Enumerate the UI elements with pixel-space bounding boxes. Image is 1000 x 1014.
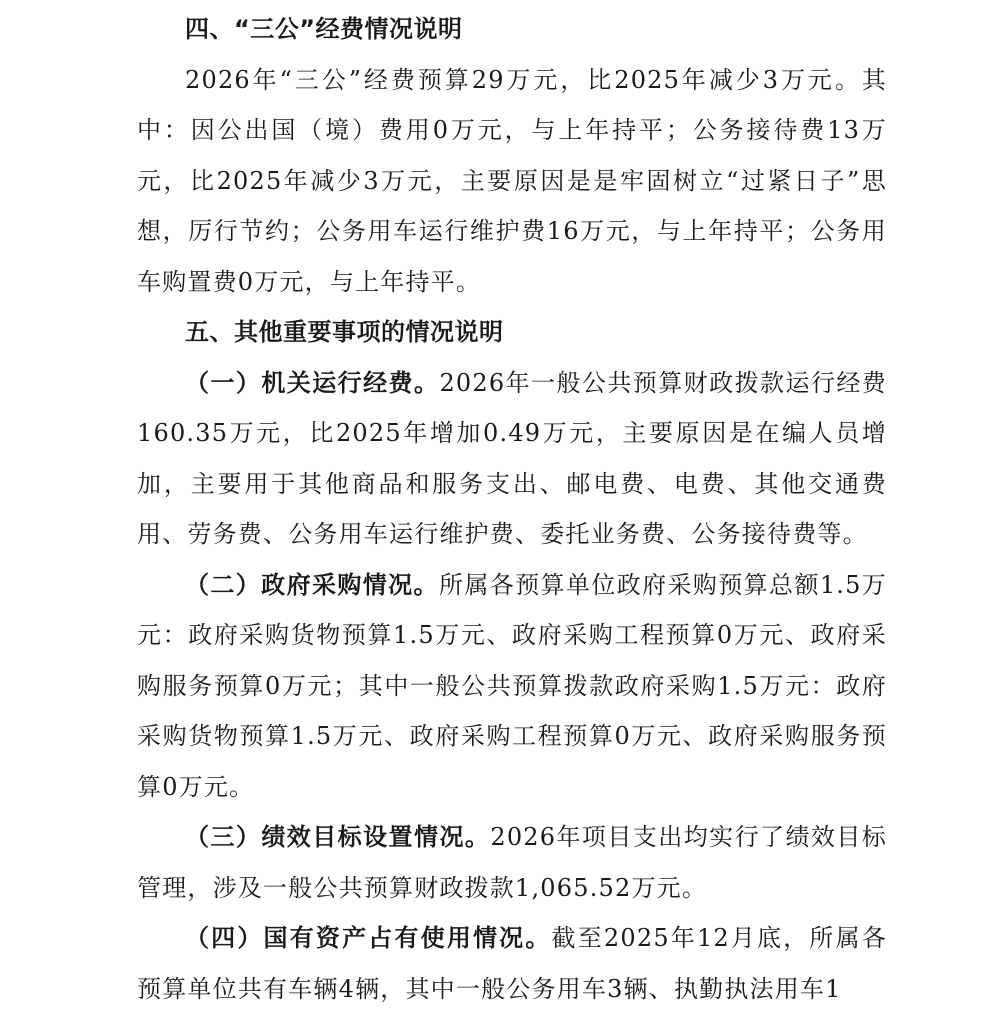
item-1-body: 2026年一般公共预算财政拨款运行经费160.35万元，比2025年增加0.49万元，主要原因是在编人员增加，主要用于其他商品和服务支出、邮电费、电费、其他交通费用、劳务费、公务用车运行维护费、委托业务费、公务接待费等。: [137, 368, 887, 548]
item-1-title: （一）机关运行经费。: [185, 368, 440, 397]
item-1-paragraph: [137, 358, 887, 560]
item-4-title: （四）国有资产占有使用情况。: [185, 924, 552, 952]
section-4-paragraph: 2026年“三公”经费预算29万元，比2025年减少3万元。其中：因公出国（境）费用0万元，与上年持平；公务接待费13万元，比2025年减少3万元，主要原因是是牢固树立“过紧日子”思想，厉行节约；公务用车运行维护费16万元，与上年持平；公务用车购置费0万元，与上年持平。: [137, 65, 887, 296]
item-2-title: （二）政府采购情况。: [185, 570, 439, 599]
section-5-heading: 五、其他重要事项的情况说明: [185, 318, 504, 346]
item-4-body: 截至2025年12月底，所属各预算单位共有车辆4辆，其中一般公务用车3辆、执勤执法用车1: [137, 924, 887, 1003]
item-2-paragraph: [137, 560, 887, 813]
item-3-title: （三）绩效目标设置情况。: [185, 823, 491, 851]
section-4-heading: 四、“三公”经费情况说明: [185, 15, 463, 43]
item-2-body: 所属各预算单位政府采购预算总额1.5万元：政府采购货物预算1.5万元、政府采购工程预算0万元、政府采购服务预算0万元；其中一般公共预算拨款政府采购1.5万元：政府采购货物预算1.5万元、政府采购工程预算0万元、政府采购服务预算0万元。: [137, 570, 888, 801]
item-3-body: 2026年项目支出均实行了绩效目标管理，涉及一般公共预算财政拨款1,065.52万元。: [137, 823, 887, 902]
item-3-paragraph: [137, 812, 887, 913]
document-page: [137, 4, 887, 1014]
item-4-paragraph: [137, 913, 887, 1014]
